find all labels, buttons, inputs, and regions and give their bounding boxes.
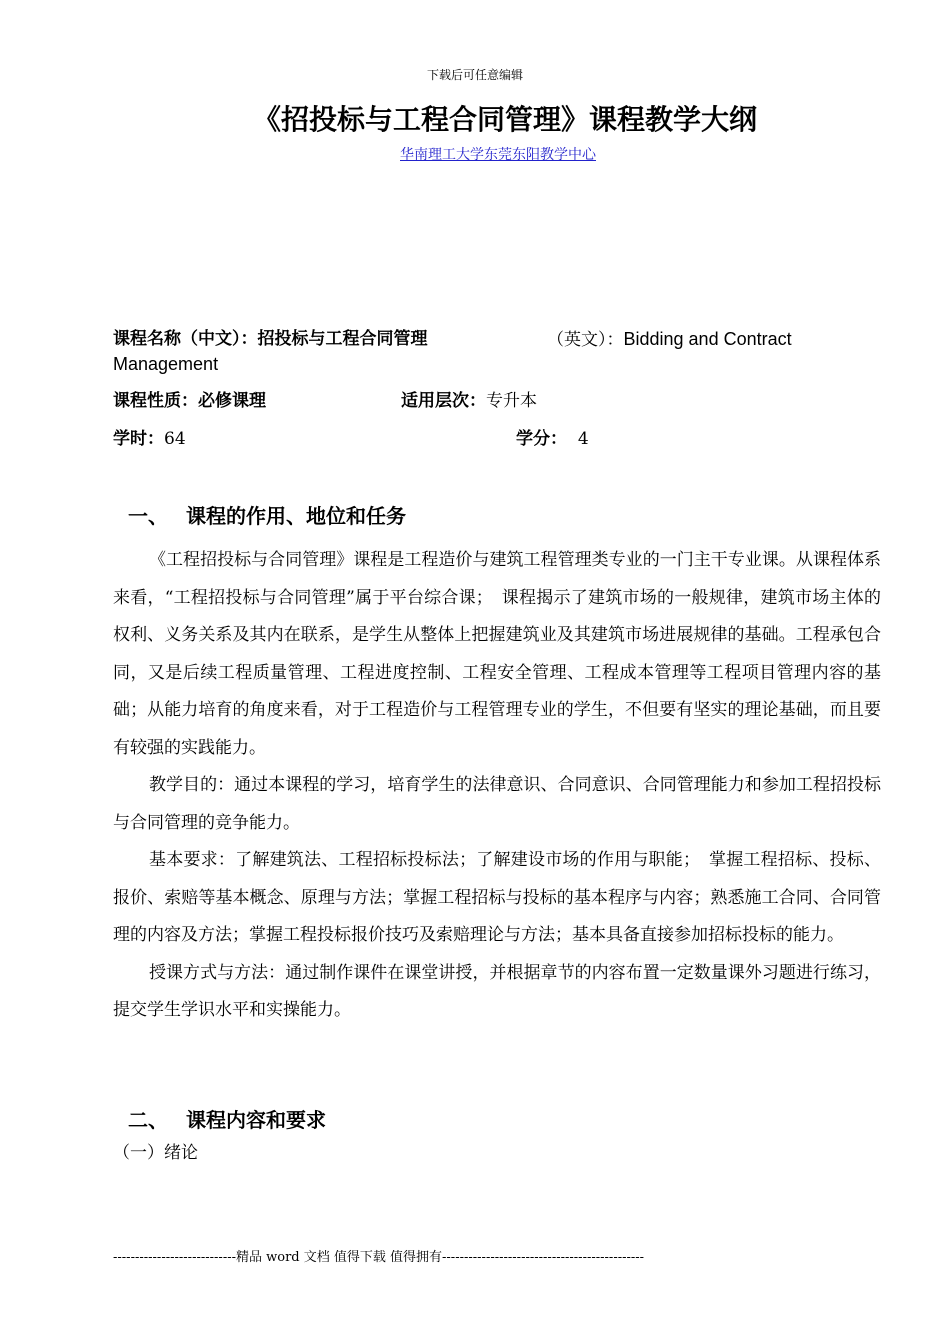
- institution-link[interactable]: 华南理工大学东莞东阳教学中心: [400, 147, 596, 163]
- paragraph-method: 授课方式与方法：通过制作课件在课堂讲授，并根据章节的内容布置一定数量课外习题进行练习，提交学生学识水平和实操能力。: [113, 962, 881, 1020]
- section-1-title: 课程的作用、地位和任务: [186, 504, 406, 528]
- course-nature-label: 课程性质：必修课理: [113, 391, 266, 411]
- page-title: 《招投标与工程合同管理》课程教学大纲: [252, 103, 757, 136]
- course-hours-label: 学时：: [113, 429, 164, 449]
- header-note: 下载后可任意编辑: [426, 68, 523, 82]
- subsection-intro-heading: （一）绪论: [113, 1143, 198, 1163]
- course-credits-value: 4: [577, 429, 589, 449]
- course-level: [401, 389, 537, 413]
- section-1-number: 一、: [128, 504, 168, 528]
- footer-note: ----------------------------精品 word 文档 值得下载 值得拥有----------------------------------------------: [113, 1250, 645, 1265]
- section-1-heading: [128, 500, 406, 529]
- course-name-en-continued: Management: [113, 354, 219, 374]
- course-name-en: [547, 327, 792, 352]
- paragraph-role: 《工程招投标与合同管理》课程是工程造价与建筑工程管理类专业的一门主干专业课。从课程体系来看，“工程招投标与合同管理”属于平台综合课； 课程揭示了建筑市场的一般规律，建筑市场主体的权利、义务关系及其内在联系，是学生从整体上把握建筑业及其建筑市场进展规律的基础。工程承包合同，又是后续工程质量管理、工程进度控制、工程安全管理、工程成本管理等工程项目管理内容的基础；从能力培育的角度来看，对于工程造价与工程管理专业的学生，不但要有坚实的理论基础，而且要有较强的实践能力。: [113, 550, 881, 758]
- section-1-body: [113, 542, 881, 1030]
- course-name-en-label: （英文）：: [547, 330, 624, 350]
- paragraph-objective: 教学目的：通过本课程的学习，培育学生的法律意识、合同意识、合同管理能力和参加工程招投标与合同管理的竞争能力。: [113, 775, 881, 833]
- course-hours: [113, 427, 186, 451]
- course-level-value: 专升本: [486, 391, 537, 411]
- paragraph-requirements: 基本要求：了解建筑法、工程招标投标法；了解建设市场的作用与职能； 掌握工程招标、投标、报价、索赔等基本概念、原理与方法；掌握工程招标与投标的基本程序与内容；熟悉施工合同、合同管理的内容及方法；掌握工程投标报价技巧及索赔理论与方法；基本具备直接参加招标投标的能力。: [113, 850, 881, 945]
- section-2-number: 二、: [128, 1108, 168, 1132]
- course-nature: [113, 389, 266, 413]
- section-2-title: 课程内容和要求: [186, 1108, 326, 1132]
- section-2-heading: [128, 1104, 326, 1133]
- course-hours-value: 64: [164, 429, 186, 449]
- course-level-label: 适用层次：: [401, 391, 486, 411]
- course-credits: [516, 427, 589, 451]
- course-name-cn-label: 课程名称（中文）：招投标与工程合同管理: [113, 329, 428, 349]
- course-name-cn: [113, 327, 428, 351]
- course-credits-label: 学分：: [516, 429, 567, 449]
- course-name-en-value: Bidding and Contract: [623, 329, 792, 349]
